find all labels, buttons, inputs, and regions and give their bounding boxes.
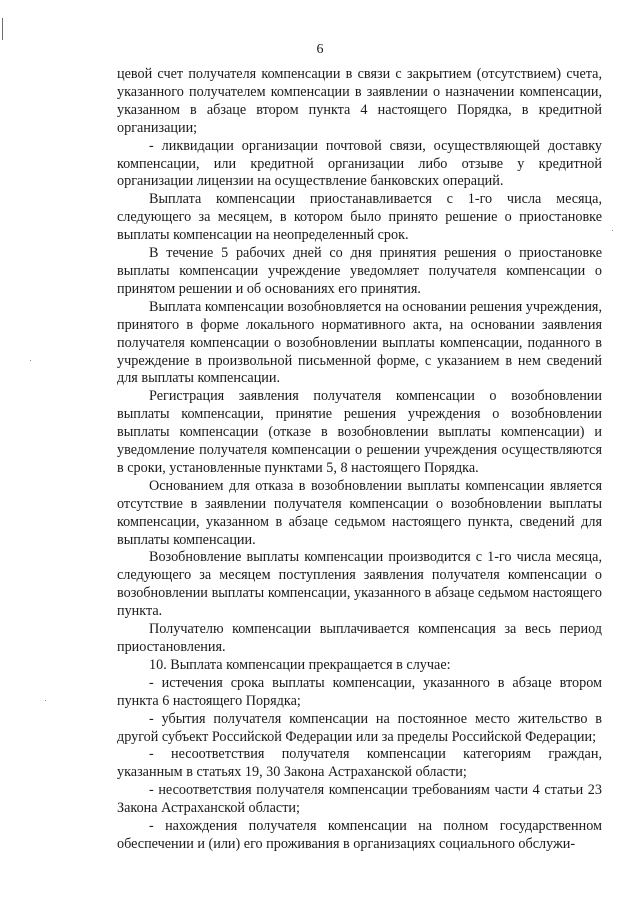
list-item: - ликвидации организации почтовой связи, осуществляющей доставку компенсации, или кредитной организации либо отзыве у кредитной организации лицензии на осуществление банковских операций. [117,137,602,190]
paragraph: Регистрация заявления получателя компенсации о возобновлении выплаты компенсации, принятие решения учреждения о возобновлении выплаты компенсации (отказе в возобновлении выплаты компенсации) и уведомление получателя компенсации о решении учреждения осуществляются в сроки, установленные пунктами 5, 8 настоящего Порядка. [117,388,602,476]
section-heading: 10. Выплата компенсации прекращается в случае: [149,656,451,673]
scan-speck [45,700,46,701]
list-item: - несоответствия получателя компенсации категориям граждан, указанным в статьях 19, 30 Закона Астраханской области; [117,746,602,781]
paragraph: цевой счет получателя компенсации в связи с закрытием (отсутствием) счета, указанного получателем компенсации в заявлении о назначении компенсации, указанном в абзаце втором пункта 4 настоящего Порядка, в кредитной организации; [117,66,602,136]
list-item: - несоответствия получателя компенсации требованиям части 4 статьи 23 Закона Астраханской области; [117,782,602,817]
paragraph: Получателю компенсации выплачивается компенсация за весь период приостановления. [117,621,602,655]
list-item: - нахождения получателя компенсации на полном государственном обеспечении и (или) его проживания в организациях социального обслужи- [117,818,602,852]
paragraph: В течение 5 рабочих дней со дня принятия решения о приостановке выплаты компенсации учреждение уведомляет получателя компенсации о принятом решении и об основаниях его принятия. [117,245,602,297]
document-body [117,66,602,854]
paragraph: Выплата компенсации возобновляется на основании решения учреждения, принятого в форме локального нормативного акта, на основании заявления получателя компенсации о возобновлении выплаты компенсации, поданного в учреждение в произвольной письменной форме, с указанием в нем сведений для выплаты компенсации. [117,298,602,387]
paragraph: Выплата компенсации приостанавливается с 1-го числа месяца, следующего за месяцем, в котором было принято решение о приостановке выплаты компенсации на неопределенный срок. [117,191,602,244]
scan-speck [30,360,31,361]
scan-speck [612,230,613,231]
page-number: 6 [316,42,324,57]
paragraph: Возобновление выплаты компенсации производится с 1-го числа месяца, следующего за месяцем поступления заявления получателя компенсации о возобновлении выплаты компенсации, указанного в абзаце седьмом настоящего пункта. [117,549,602,620]
list-item: - убытия получателя компенсации на постоянное место жительство в другой субъект Российской Федерации или за пределы Российской Федерации; [117,710,602,745]
scan-edge-mark [2,18,3,40]
list-item: - истечения срока выплаты компенсации, указанного в абзаце втором пункта 6 настоящего Порядка; [117,674,602,709]
paragraph: Основанием для отказа в возобновлении выплаты компенсации является отсутствие в заявлении получателя компенсации о возобновлении выплаты компенсации, указанном в абзаце седьмом настоящего пункта, сведений для выплаты компенсации. [117,477,602,548]
